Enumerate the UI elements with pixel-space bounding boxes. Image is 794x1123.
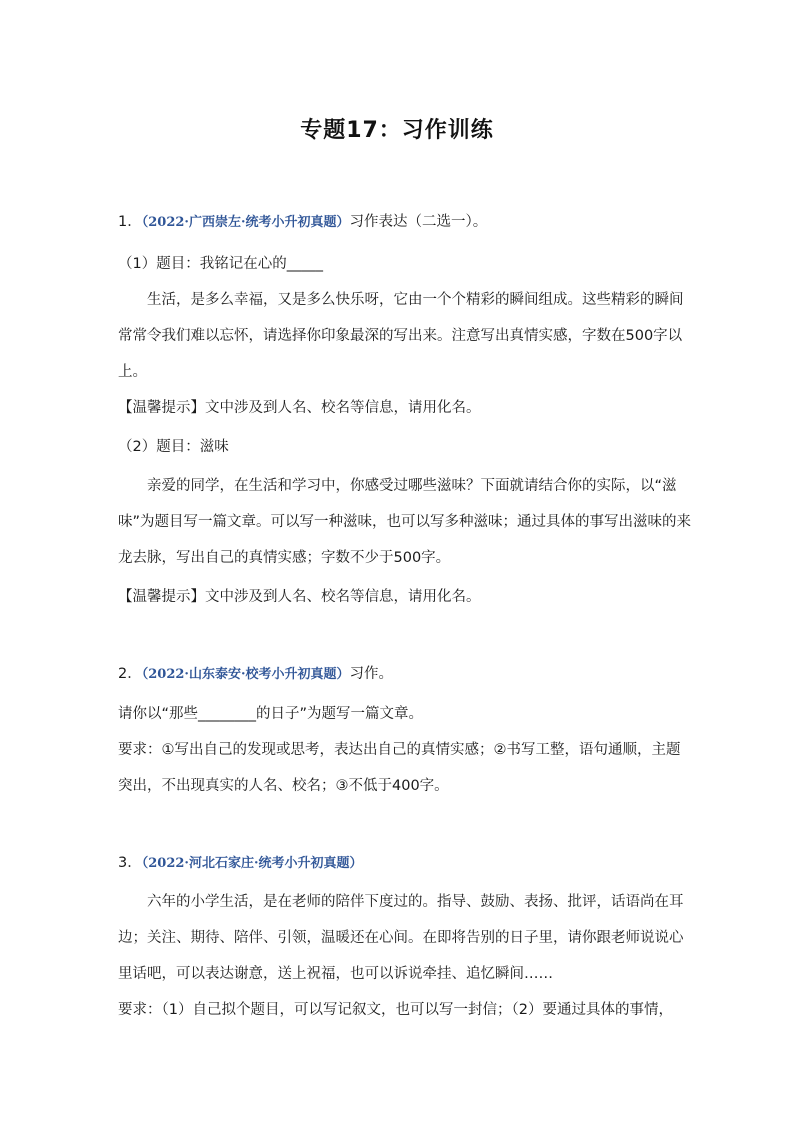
page-title: 专题17：习作训练 [300,118,494,143]
topic-label: （1）题目：我铭记在心的 [118,256,287,272]
question-source: （2022·山东泰安·校考小升初真题） [141,667,350,682]
q3-requirement-line: 要求：（1）自己拟个题目，可以写记叙文，也可以写一封信；（2）要通过具体的事情， [118,1002,673,1018]
question-1-header [118,212,678,233]
question-intro: 习作。 [349,666,393,682]
q1-topic-2: （2）题目：滋味 [118,439,229,455]
q1-topic-2-text-line: 味”为题目写一篇文章。可以写一种滋味，也可以写多种滋味；通过具体的事写出滋味的来 [118,514,692,530]
q1-topic-1-text-line: 常常令我们难以忘怀，请选择你印象最深的写出来。注意写出真情实感，字数在500字以 [118,328,683,344]
prompt-text: 的日子”为题写一篇文章。 [256,706,424,722]
question-intro: 习作表达（二选一）。 [349,214,488,230]
q1-topic-2-text-line: 龙去脉，写出自己的真情实感；字数不少于500字。 [118,550,451,566]
fill-blank: _____ [286,256,323,272]
prompt-text: 请你以“那些 [118,706,199,722]
q3-text-line: 里话吧，可以表达谢意，送上祝福，也可以诉说牵挂、追忆瞬间…… [118,966,553,982]
q1-topic-2-tip: 【温馨提示】文中涉及到人名、校名等信息，请用化名。 [118,589,481,605]
q1-topic-1-text-line: 生活，是多么幸福，又是多么快乐呀，它由一个个精彩的瞬间组成。这些精彩的瞬间 [147,292,684,308]
q1-topic-1-text-line: 上。 [118,364,147,380]
question-source: （2022·广西崇左·统考小升初真题） [141,215,350,230]
q3-text-line: 六年的小学生活，是在老师的陪伴下度过的。指导、鼓励、表扬、批评，话语尚在耳 [147,894,684,910]
q1-topic-1 [118,254,678,274]
q2-prompt [118,704,678,724]
question-number: 2． [118,666,142,682]
q1-topic-1-tip: 【温馨提示】文中涉及到人名、校名等信息，请用化名。 [118,400,481,416]
q1-topic-2-text-line: 亲爱的同学，在生活和学习中，你感受过哪些滋味？下面就请结合你的实际，以“滋 [147,478,677,494]
q2-requirement-line: 要求：①写出自己的发现或思考，表达出自己的真情实感；②书写工整，语句通顺，主题 [118,742,681,758]
q3-text-line: 边；关注、期待、陪伴、引领，温暖还在心间。在即将告别的日子里，请你跟老师说说心 [118,930,684,946]
question-number: 3． [118,855,142,871]
fill-blank: ________ [198,706,257,722]
question-3-header [118,853,678,874]
question-2-header [118,664,678,685]
question-number: 1． [118,214,142,230]
q2-requirement-line: 突出，不出现真实的人名、校名；③不低于400字。 [118,778,449,794]
question-source: （2022·河北石家庄·统考小升初真题） [141,856,363,871]
